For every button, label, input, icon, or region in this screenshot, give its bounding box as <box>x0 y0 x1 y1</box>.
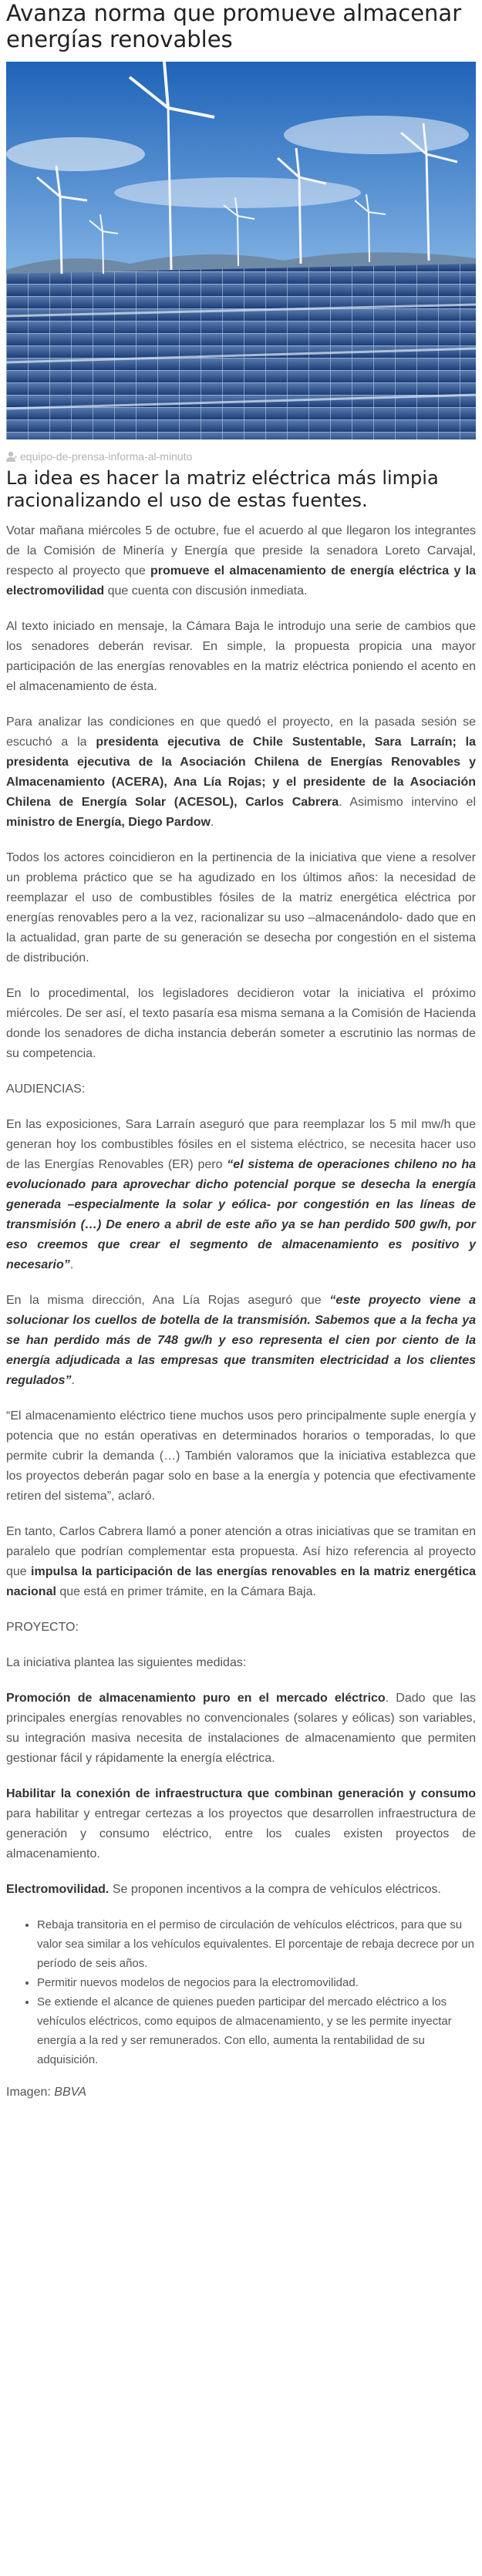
paragraph-8: “El almacenamiento eléctrico tiene muchos usos pero principalmente suple energía y potencia que no están operativas en determinados horarios o temporadas, lo que permite cubrir la demanda (…) También valoramos que la iniciativa establezca que los proyectos deberán pagar solo en base a la energía y potencia que efectivamente retiren del sistema”, aclaró. <box>6 1409 476 1503</box>
article-title: Avanza norma que promueve almacenar energías renovables <box>6 0 462 52</box>
section-heading-proyecto: PROYECTO: <box>6 1621 79 1634</box>
paragraph-4: Todos los actores coincidieron en la pertinencia de la iniciativa que viene a resolver un problema práctico que se ha agudizado en los últimos años: la necesidad de reemplazar el uso de combustibles fósiles de la matriz energética eléctrica por energías renovables pero a la vez, racionalizar su uso –almacenándolo- dado que en la actualidad, gran parte de su generación se desecha por congestión en el sistema de distribución. <box>6 851 476 965</box>
user-icon <box>6 450 17 466</box>
author-name[interactable]: equipo-de-prensa-informa-al-minuto <box>20 450 193 463</box>
paragraph-2: Al texto iniciado en mensaje, la Cámara Baja le introdujo una serie de cambios que los senadores deberán revisar. En simple, la propuesta propicia una mayor participación de las energías renovables en la matriz eléctrica poniendo el acento en el almacenamiento de ésta. <box>6 620 476 693</box>
measure-3: Electromovilidad. Se proponen incentivos a la compra de vehículos eléctricos. <box>6 1883 441 1896</box>
paragraph-10: La iniciativa plantea las siguientes medidas: <box>6 1656 247 1669</box>
paragraph-1: Votar mañana miércoles 5 de octubre, fue el acuerdo al que llegaron los integrantes de la Comisión de Minería y Energía que preside la senadora Loreto Carvajal, respecto al proyecto que promueve el almacenamiento de energía eléctrica y la electromovilidad que cuenta con discusión inmediata. <box>6 524 476 598</box>
list-item: • Permitir nuevos modelos de negocios para la electromovilidad. <box>37 1973 476 1992</box>
hero-image-illustration <box>6 62 476 439</box>
list-item: • Se extiende el alcance de quienes pueden participar del mercado eléctrico a los vehículos eléctricos, como equipos de almacenamiento, y se les permite inyectar energía a la red y ser remunerados. Con ello, aumenta la rentabilidad de su adquisición. <box>37 1992 476 2069</box>
measure-2: Habilitar la conexión de infraestructura que combinan generación y consumo para habilitar y entregar certezas a los proyectos que desarrollen infraestructura de generación y consumo eléctrico, entre los cuales existen proyectos de almacenamiento. <box>6 1787 476 1860</box>
paragraph-7: En la misma dirección, Ana Lía Rojas aseguró que “este proyecto viene a solucionar los cuellos de botella de la transmisión. Sabemos que a la fecha ya se han perdido más de 748 gw/h y eso representa el cien por ciento de la energía adjudicada a las empresas que transmiten electricidad a los clientes regulados”. <box>6 1294 476 1387</box>
image-credit-source: BBVA <box>54 2086 87 2099</box>
measures-list <box>6 1915 476 2069</box>
article-subtitle: La idea es hacer la matriz eléctrica más limpia racionalizando el uso de estas fuentes. <box>6 467 439 511</box>
paragraph-6: En las exposiciones, Sara Larraín aseguró que para reemplazar los 5 mil mw/h que generan hoy los combustibles fósiles en el sistema eléctrico, se necesita hacer uso de las Energías Renovables (ER) pero “el sistema de operaciones chileno no ha evolucionado para aprovechar dicho potencial porque se desecha la energía generada –especialmente la solar y eólica- por congestión en las líneas de transmisión (…) De enero a abril de este año ya se han perdido 500 gw/h, por eso creemos que crear el segmento de almacenamiento es positivo y necesario”. <box>6 1118 476 1271</box>
image-credit: Imagen: BBVA <box>6 2086 87 2099</box>
paragraph-3: Para analizar las condiciones en que quedó el proyecto, en la pasada sesión se escuchó a la presidenta ejecutiva de Chile Sustentable, Sara Larraín; la presidenta ejecutiva de la Asociación Chilena de Energías Renovables y Almacenamiento (ACERA), Ana Lía Rojas; y el presidente de la Asociación Chilena de Energía Solar (ACESOL), Carlos Cabrera. Asimismo intervino el ministro de Energía, Diego Pardow. <box>6 716 477 829</box>
section-heading-audiencias: AUDIENCIAS: <box>6 1083 86 1096</box>
measure-1: Promoción de almacenamiento puro en el mercado eléctrico. Dado que las principales energías renovables no convencionales (solares y eólicas) son variables, su integración masiva necesita de instalaciones de almacenamiento que permiten gestionar fácil y rápidamente la energía eléctrica. <box>6 1692 476 1765</box>
paragraph-5: En lo procedimental, los legisladores decidieron votar la iniciativa el próximo miércoles. De ser así, el texto pasaría esa misma semana a la Comisión de Hacienda donde los senadores de dicha instancia deberán someter a escrutinio las normas de su competencia. <box>6 987 476 1060</box>
list-item: • Rebaja transitoria en el permiso de circulación de vehículos eléctricos, para que su valor sea similar a los vehículos equivalentes. El porcentaje de rebaja decrece por un período de seis años. <box>37 1915 476 1973</box>
paragraph-9: En tanto, Carlos Cabrera llamó a poner atención a otras iniciativas que se tramitan en paralelo que podrían complementar esta propuesta. Así hizo referencia al proyecto que impulsa la participación de las energías renovables en la matriz energética nacional que está en primer trámite, en la Cámara Baja. <box>6 1525 476 1598</box>
author-line <box>6 449 476 464</box>
hero-image <box>6 62 476 439</box>
